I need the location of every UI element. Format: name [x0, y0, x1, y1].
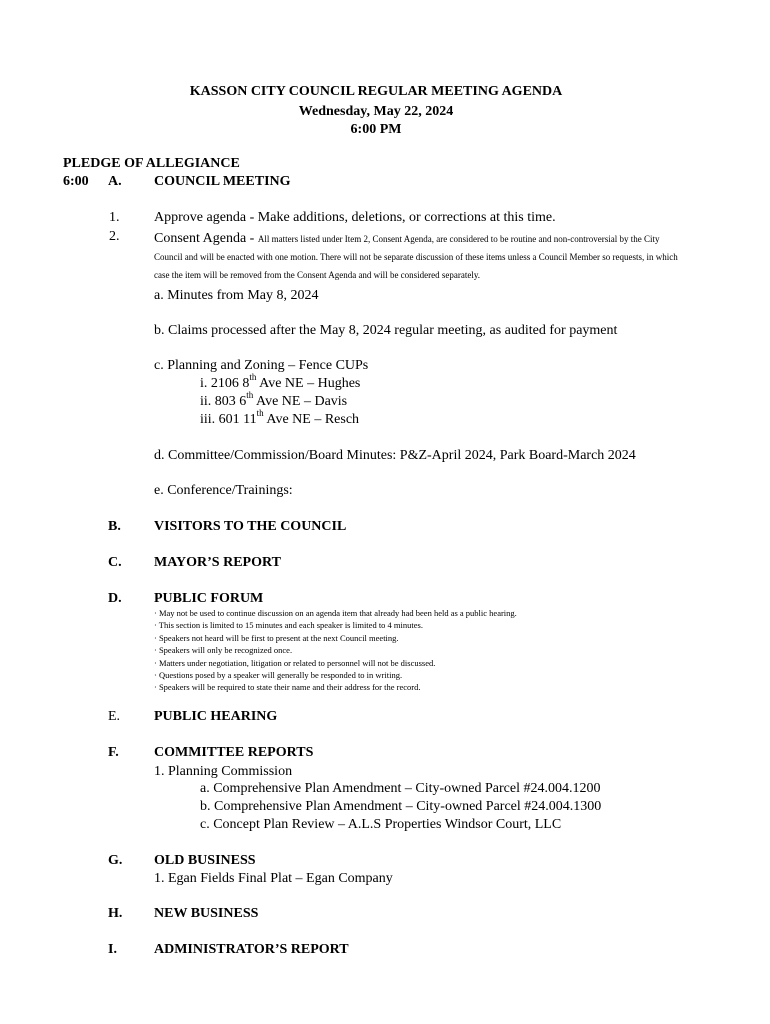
- item-1-text: Approve agenda - Make additions, deletions, or corrections at this time.: [154, 210, 556, 225]
- rule-item: · Questions posed by a speaker will generally be responded to in writing.: [154, 670, 403, 681]
- section-b-letter: B.: [108, 519, 121, 534]
- rule-item: · May not be used to continue discussion on an agenda item that already had been held as a public hearing.: [154, 608, 517, 618]
- section-f-letter: F.: [108, 745, 119, 760]
- section-a-title: COUNCIL MEETING: [154, 174, 291, 189]
- section-d-title: PUBLIC FORUM: [154, 591, 264, 606]
- agenda-title: KASSON CITY COUNCIL REGULAR MEETING AGENDA: [189, 84, 563, 99]
- consent-item-c: c. Planning and Zoning – Fence CUPs: [154, 358, 369, 373]
- item-2-number: 2.: [109, 229, 120, 244]
- consent-agenda-note: All matters listed under Item 2, Consent Agenda, are considered to be routine and non-controversial by the City Council and will be enacted with one motion. There will not be separate discussion of these items unless a Council Member so requests, in which case the item will be removed from the Consent Agenda and will be considered separately.: [154, 234, 678, 280]
- section-d-letter: D.: [108, 591, 122, 606]
- meeting-time: 6:00 PM: [350, 122, 402, 137]
- rule-item: · This section is limited to 15 minutes and each speaker is limited to 4 minutes.: [154, 620, 423, 631]
- section-b-title: VISITORS TO THE COUNCIL: [154, 519, 347, 534]
- rule-item: · Matters under negotiation, litigation or related to personnel will not be discussed.: [154, 657, 436, 668]
- fence-cup-item: i. 2106 8th Ave NE – Hughes: [200, 372, 361, 391]
- consent-agenda-label: Consent Agenda -: [154, 231, 258, 246]
- rule-item: · Speakers will only be recognized once.: [154, 645, 293, 656]
- section-a-letter: A.: [108, 174, 122, 189]
- committee-item: a. Comprehensive Plan Amendment – City-owned Parcel #24.004.1200: [200, 781, 601, 796]
- committee-item: b. Comprehensive Plan Amendment – City-owned Parcel #24.004.1300: [200, 799, 602, 814]
- section-c-title: MAYOR’S REPORT: [154, 555, 281, 570]
- consent-agenda-block: [154, 229, 689, 283]
- public-forum-rules: [154, 607, 517, 694]
- section-e-title: PUBLIC HEARING: [154, 709, 278, 724]
- rule-item: · Speakers not heard will be first to present at the next Council meeting.: [154, 632, 399, 643]
- fence-cup-item: iii. 601 11th Ave NE – Resch: [200, 408, 360, 427]
- section-i-title: ADMINISTRATOR’S REPORT: [154, 942, 349, 957]
- section-g-letter: G.: [108, 853, 123, 868]
- section-h-title: NEW BUSINESS: [154, 906, 259, 921]
- consent-item-e: e. Conference/Trainings:: [154, 483, 293, 498]
- section-a-time: 6:00: [63, 174, 89, 189]
- fence-cup-item: ii. 803 6th Ave NE – Davis: [200, 390, 348, 409]
- section-c-letter: C.: [108, 555, 122, 570]
- section-f-title: COMMITTEE REPORTS: [154, 745, 314, 760]
- section-e-letter: E.: [108, 709, 121, 724]
- consent-item-a: a. Minutes from May 8, 2024: [154, 288, 319, 303]
- committee-item: c. Concept Plan Review – A.L.S Properties Windsor Court, LLC: [200, 817, 562, 832]
- item-1-number: 1.: [109, 210, 120, 225]
- consent-item-d: d. Committee/Commission/Board Minutes: P&Z-April 2024, Park Board-March 2024: [154, 448, 636, 463]
- pledge-heading: PLEDGE OF ALLEGIANCE: [63, 156, 240, 171]
- section-i-letter: I.: [108, 942, 117, 957]
- section-g-title: OLD BUSINESS: [154, 853, 256, 868]
- section-h-letter: H.: [108, 906, 123, 921]
- old-business-item: 1. Egan Fields Final Plat – Egan Company: [154, 871, 393, 886]
- committee-heading: 1. Planning Commission: [154, 764, 293, 779]
- rule-item: · Speakers will be required to state their name and their address for the record.: [154, 682, 421, 693]
- consent-item-b: b. Claims processed after the May 8, 2024 regular meeting, as audited for payment: [154, 323, 618, 338]
- meeting-date: Wednesday, May 22, 2024: [298, 104, 454, 119]
